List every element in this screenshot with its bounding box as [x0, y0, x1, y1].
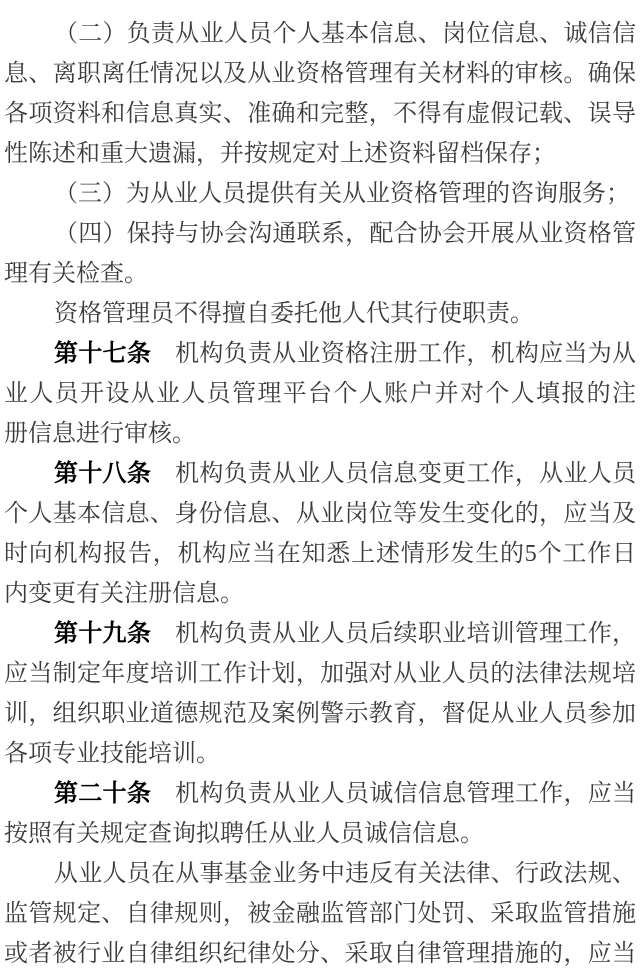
- line-text: （三）为从业人员提供有关从业资格管理的咨询服务；: [54, 181, 630, 207]
- line-text: （二）负责从业人员个人基本信息、岗位信息、诚信信: [54, 21, 636, 47]
- line-text: 性陈述和重大遗漏，并按规定对上述资料留档保存；: [4, 141, 556, 167]
- article-line: [4, 454, 636, 494]
- document-text-block: [4, 14, 636, 974]
- line-text: 监管规定、自律规则，被金融监管部门处罚、采取监管措施: [4, 901, 636, 927]
- article-line: [4, 614, 636, 654]
- line-text: 资格管理员不得擅自委托他人代其行使职责。: [54, 301, 534, 327]
- text-line: [4, 174, 636, 214]
- line-text: 册信息进行审核。: [4, 421, 196, 447]
- text-line: [4, 54, 636, 94]
- text-line: [4, 294, 636, 334]
- line-text: 应当制定年度培训工作计划，加强对从业人员的法律法规培: [4, 661, 636, 687]
- line-text: 各项专业技能培训。: [4, 741, 220, 767]
- line-text: 从业人员在从事基金业务中违反有关法律、行政法规、: [54, 861, 636, 887]
- line-text: 理有关检查。: [4, 261, 148, 287]
- text-line: [4, 494, 636, 534]
- line-text: 内变更有关注册信息。: [4, 581, 244, 607]
- text-line: [4, 894, 636, 934]
- text-line: [4, 574, 636, 614]
- line-text: 时向机构报告，机构应当在知悉上述情形发生的5个工作日: [4, 541, 636, 567]
- text-line: [4, 254, 636, 294]
- text-line: [4, 14, 636, 54]
- text-line: [4, 734, 636, 774]
- article-line: [4, 334, 636, 374]
- line-text: 按照有关规定查询拟聘任从业人员诚信信息。: [4, 821, 484, 847]
- text-line: [4, 694, 636, 734]
- line-text: 息、离职离任情况以及从业资格管理有关材料的审核。确保: [4, 61, 636, 87]
- line-text: 个人基本信息、身份信息、从业岗位等发生变化的，应当及: [4, 501, 636, 527]
- text-line: [4, 534, 636, 574]
- line-text: 业人员开设从业人员管理平台个人账户并对个人填报的注: [4, 381, 636, 407]
- article-number-heading: 第二十条: [54, 780, 152, 807]
- text-line: [4, 814, 636, 854]
- text-line: [4, 414, 636, 454]
- text-line: [4, 134, 636, 174]
- text-line: [4, 374, 636, 414]
- line-text: 机构负责从业人员后续职业培训管理工作，: [175, 621, 636, 647]
- line-text: 各项资料和信息真实、准确和完整，不得有虚假记载、误导: [4, 101, 636, 127]
- article-number-heading: 第十七条: [54, 340, 152, 367]
- text-line: [4, 214, 636, 254]
- text-line: [4, 94, 636, 134]
- article-line: [4, 774, 636, 814]
- text-line: [4, 934, 636, 974]
- line-text: 或者被行业自律组织纪律处分、采取自律管理措施的，应当: [4, 941, 636, 967]
- line-text: 机构负责从业人员信息变更工作，从业人员: [175, 461, 636, 487]
- line-text: 机构负责从业人员诚信信息管理工作，应当: [175, 781, 636, 807]
- line-text: （四）保持与协会沟通联系，配合协会开展从业资格管: [54, 221, 636, 247]
- line-text: 训，组织职业道德规范及案例警示教育，督促从业人员参加: [4, 701, 636, 727]
- article-number-heading: 第十九条: [54, 620, 152, 647]
- article-number-heading: 第十八条: [54, 460, 152, 487]
- text-line: [4, 854, 636, 894]
- line-text: 机构负责从业资格注册工作，机构应当为从: [175, 341, 636, 367]
- text-line: [4, 654, 636, 694]
